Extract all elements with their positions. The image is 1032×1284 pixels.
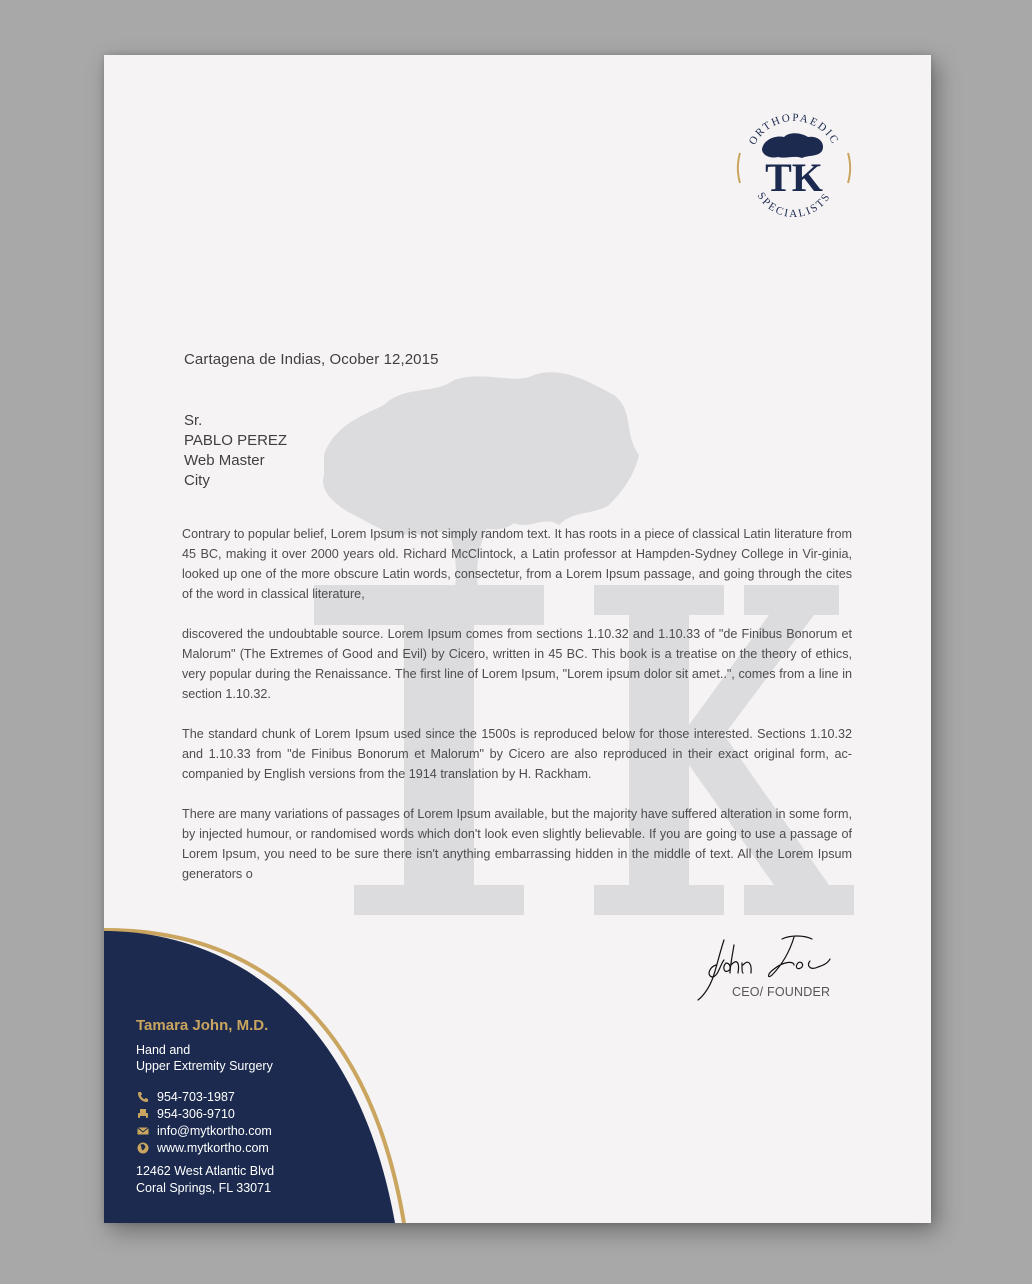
fax-number: 954-306-9710 bbox=[157, 1106, 235, 1121]
phone-number: 954-703-1987 bbox=[157, 1089, 235, 1104]
phone-icon bbox=[136, 1090, 149, 1103]
globe-icon bbox=[136, 1141, 149, 1154]
address-line: 12462 West Atlantic Blvd bbox=[136, 1164, 275, 1178]
address bbox=[136, 1163, 274, 1197]
paragraph: Contrary to popular belief, Lorem Ipsum is not simply random text. It has roots in a piece of classical Latin literature from 45 BC, making it over 2000 years old. Richard McClintock, a Latin professor at Hampden-Sydney College in Vir-ginia, looked up one of the more obscure Latin words, consectetur, from a Lorem Ipsum passage, and going through the cites of the word in classical literature, bbox=[182, 527, 852, 601]
recipient-city: City bbox=[184, 472, 210, 489]
contact-email bbox=[136, 1122, 274, 1139]
specialty-line: Hand and bbox=[136, 1043, 191, 1057]
contact-block bbox=[136, 1017, 274, 1197]
doctor-name: Tamara John, M.D. bbox=[136, 1017, 269, 1034]
svg-text:ORTHOPAEDIC: ORTHOPAEDIC bbox=[746, 111, 842, 148]
letterhead-page bbox=[104, 55, 931, 1223]
signature-title: CEO/ FOUNDER bbox=[732, 985, 831, 999]
contact-phone bbox=[136, 1088, 274, 1105]
email-link[interactable]: info@mytkortho.com bbox=[157, 1123, 272, 1138]
svg-text:SPECIALISTS: SPECIALISTS bbox=[754, 190, 834, 221]
svg-text:TK: TK bbox=[765, 155, 823, 200]
recipient-salutation: Sr. bbox=[184, 412, 203, 429]
specialty bbox=[136, 1042, 274, 1074]
mail-icon bbox=[136, 1124, 149, 1137]
contact-website bbox=[136, 1139, 274, 1156]
recipient-block bbox=[184, 411, 287, 491]
website-link[interactable]: www.mytkortho.com bbox=[157, 1140, 269, 1155]
specialty-line: Upper Extremity Surgery bbox=[136, 1059, 273, 1073]
letter-date: Cartagena de Indias, Ocober 12,2015 bbox=[184, 351, 439, 368]
recipient-position: Web Master bbox=[184, 452, 265, 469]
address-line: Coral Springs, FL 33071 bbox=[136, 1181, 272, 1195]
paragraph: There are many variations of passages of Lorem Ipsum available, but the majority have suffered alteration in some form, by injected humour, or randomised words which don't look even slightly believable. If you are going to use a passage of Lorem Ipsum, you need to be sure there isn't anything embarrassing hidden in the middle of text. All the Lorem Ipsum generators o bbox=[182, 807, 852, 881]
recipient-name: PABLO PEREZ bbox=[184, 432, 288, 449]
paragraph: The standard chunk of Lorem Ipsum used since the 1500s is reproduced below for those interested. Sections 1.10.32 and 1.10.33 from "de Finibus Bonorum et Malorum" by Cicero are also reproduced in their exact original form, ac-companied by English versions from the 1914 translation by H. Rackham. bbox=[182, 727, 852, 781]
letter-body bbox=[182, 524, 852, 904]
paragraph: discovered the undoubtable source. Lorem Ipsum comes from sections 1.10.32 and 1.10.33 of "de Finibus Bonorum et Malorum" (The Extremes of Good and Evil) by Cicero, written in 45 BC. This book is a treatise on the theory of ethics, very popular during the Renaissance. The first line of Lorem Ipsum, "Lorem ipsum dolor sit amet..", comes from a line in section 1.10.32. bbox=[182, 627, 852, 701]
contact-fax bbox=[136, 1105, 274, 1122]
fax-icon bbox=[136, 1107, 149, 1120]
orthopaedic-specialists-logo bbox=[732, 103, 856, 233]
